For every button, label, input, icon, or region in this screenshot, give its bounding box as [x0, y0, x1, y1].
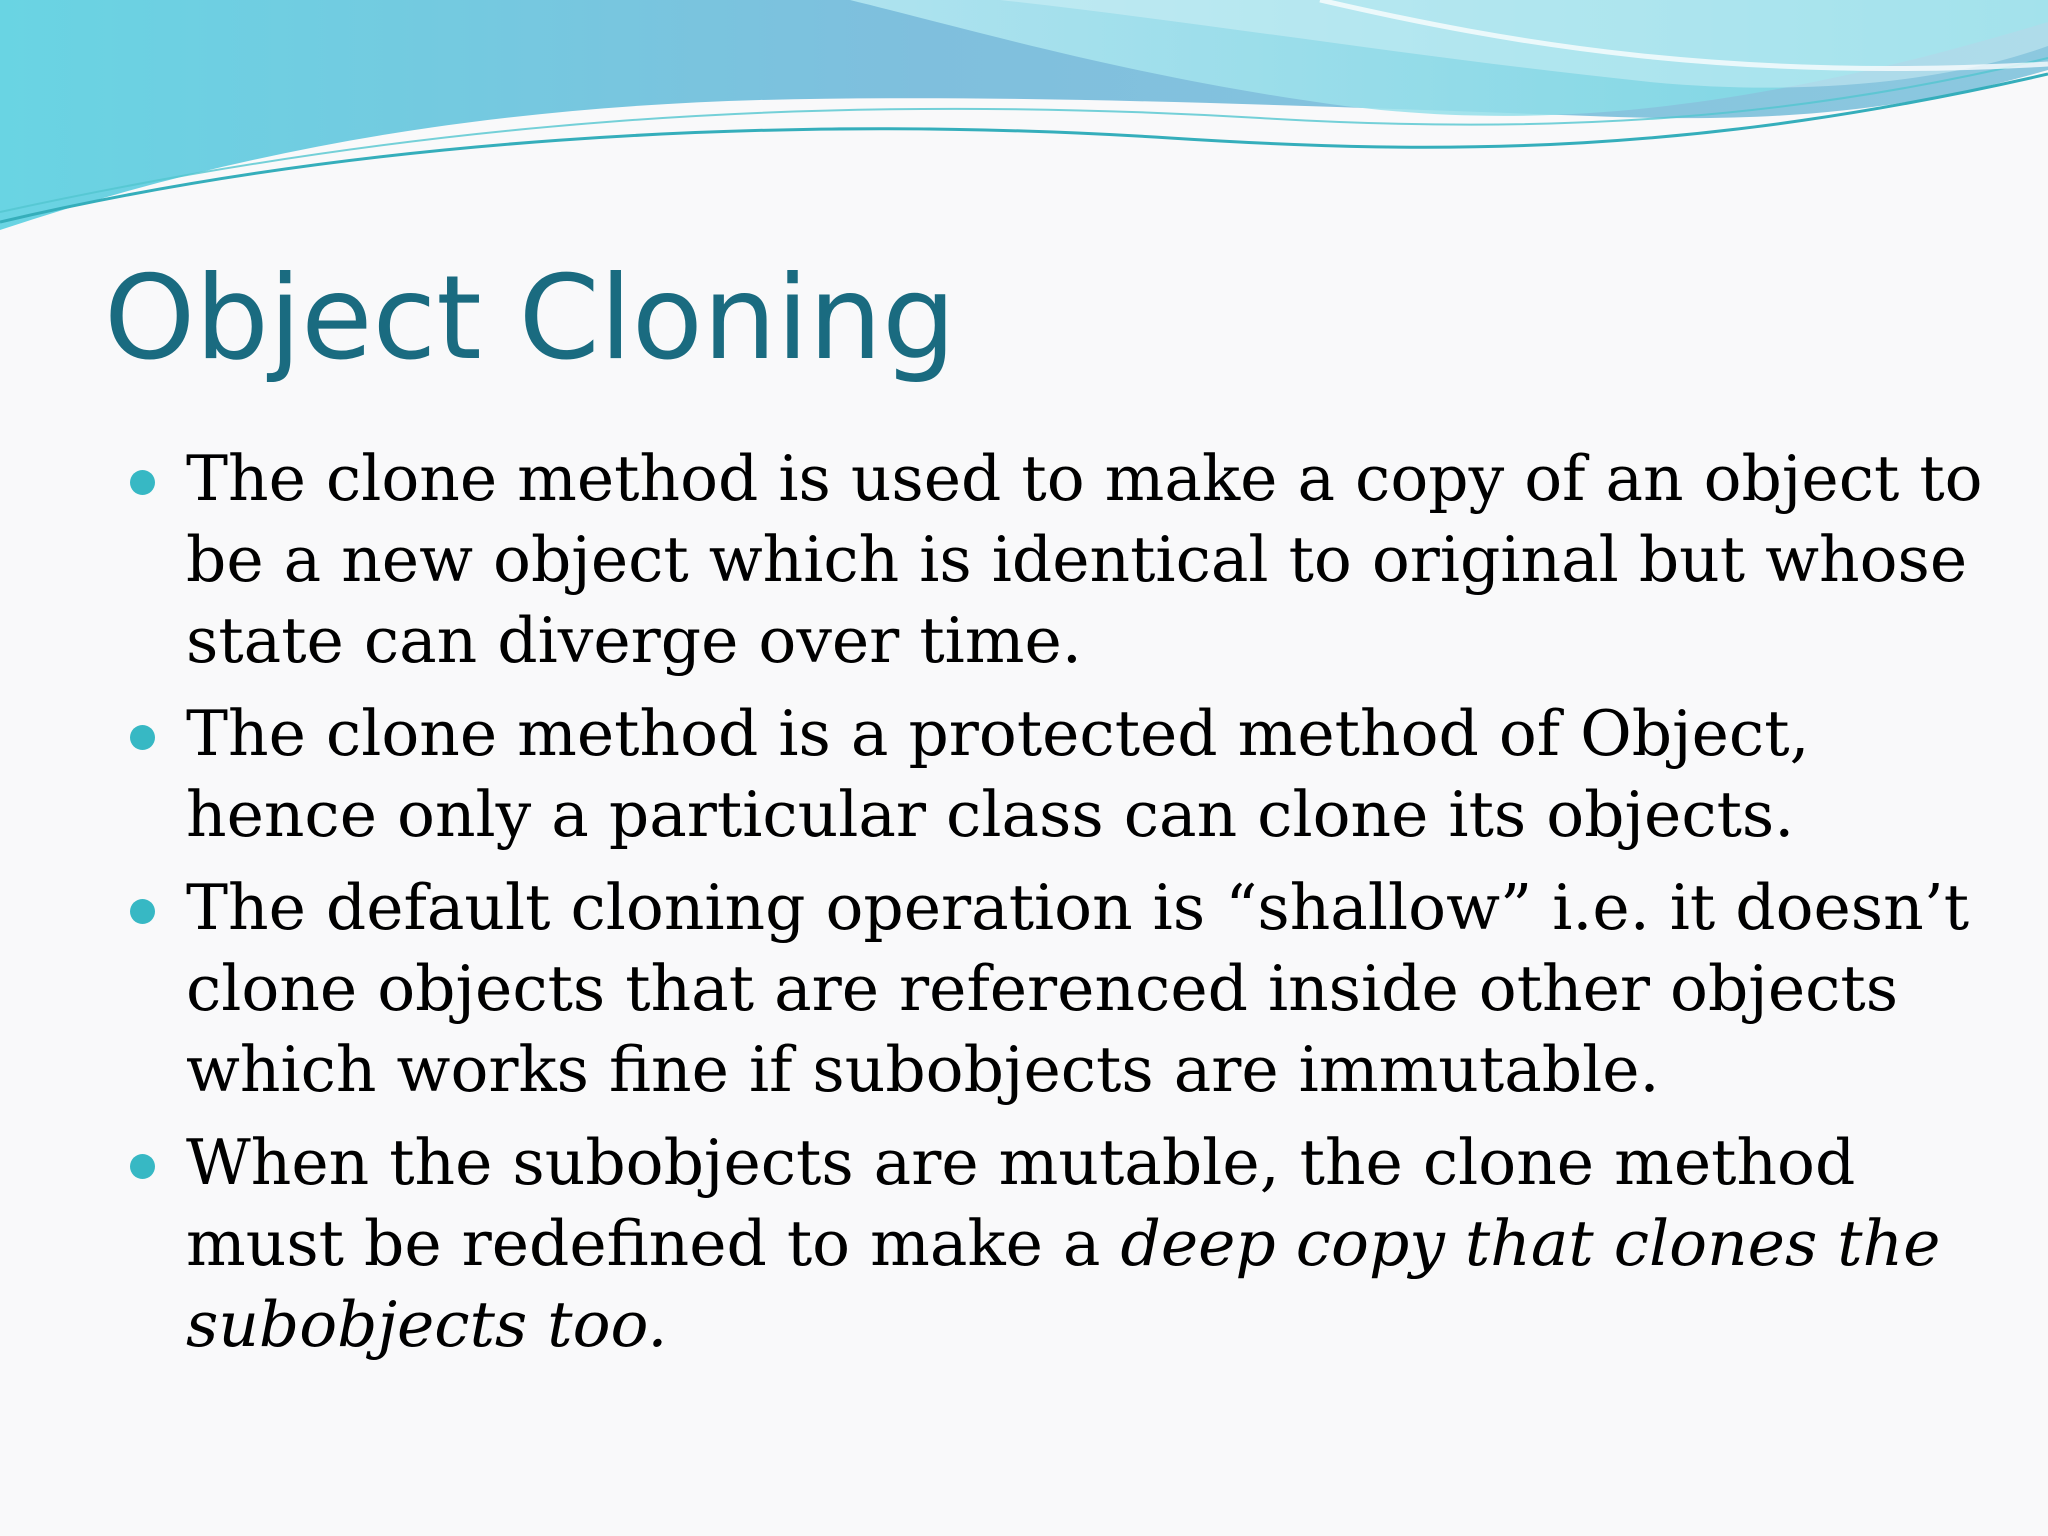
bullet-text: The clone method is used to make a copy of an object to be a new object which is identical to original but whose state can diverge over time.	[186, 442, 1983, 677]
bullet-text: The clone method is a protected method of Object, hence only a particular class can clone its objects.	[186, 697, 1810, 851]
bullet-text-regular: When the subobjects are mutable, the clone method must be redefined to make a	[186, 1126, 1856, 1280]
bullet-text-italic: deep copy that clones the subobjects too.	[186, 1207, 1941, 1361]
bullet-icon	[130, 725, 155, 750]
bullet-item	[130, 438, 1990, 681]
bullet-list	[130, 438, 1990, 1377]
bullet-icon	[130, 899, 155, 924]
bullet-text: The default cloning operation is “shallow” i.e. it doesn’t clone objects that are referenced inside other objects which works fine if subobjects are immutable.	[186, 871, 1970, 1106]
header-wave-decoration	[0, 0, 2048, 240]
bullet-item	[130, 693, 1990, 855]
bullet-item	[130, 1122, 1990, 1365]
bullet-icon	[130, 470, 155, 495]
bullet-item	[130, 867, 1990, 1110]
bullet-icon	[130, 1154, 155, 1179]
slide-title: Object Cloning	[104, 251, 956, 386]
